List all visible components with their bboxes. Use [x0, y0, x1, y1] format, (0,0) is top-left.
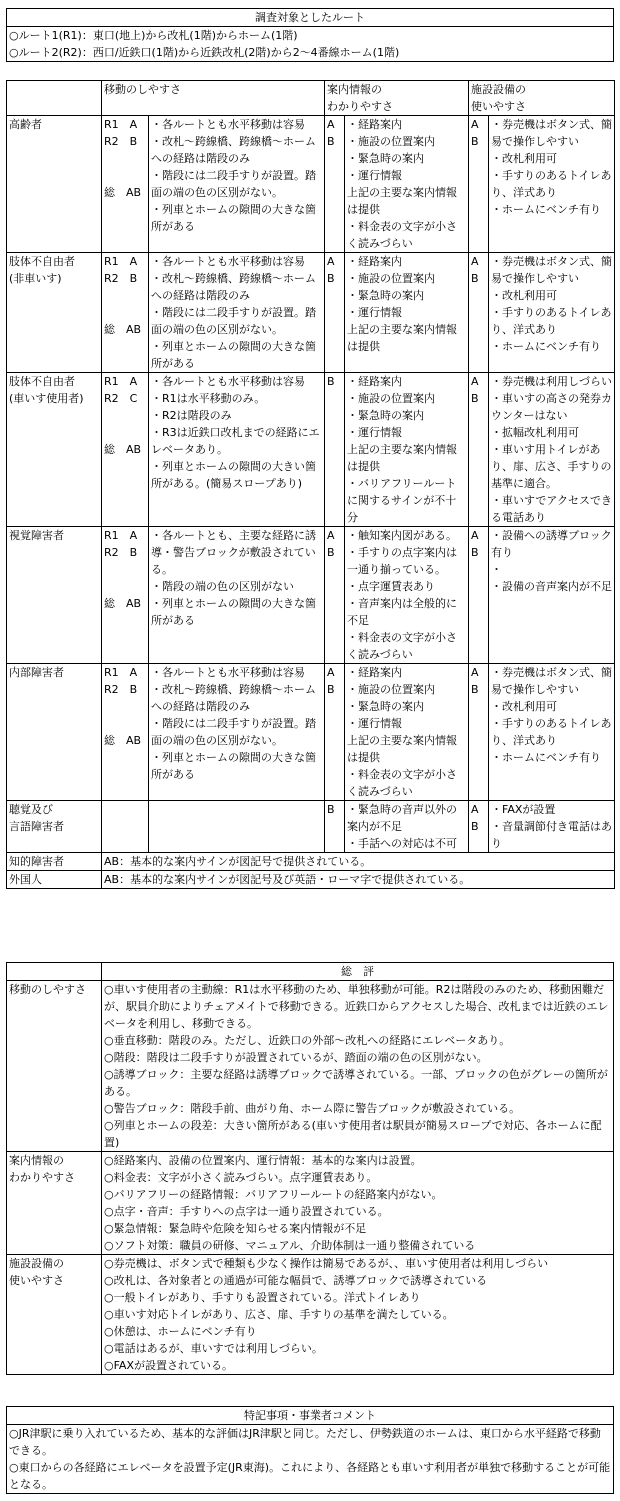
- route-item: ○ルート1(R1)：東口(地上)から改札(1階)からホーム(1階): [9, 29, 298, 42]
- evaluation-row: [7, 116, 615, 253]
- notes-title: 特記事項・事業者コメント: [7, 1407, 614, 1425]
- info-note: ・触知案内図がある。: [347, 529, 457, 542]
- mobility-notes: [149, 527, 325, 664]
- notes-table: [6, 1406, 614, 1494]
- mobility-ratings: [102, 664, 149, 801]
- summary-item: ○車いす対応トイレがあり、広さ、扉、手すりの基準を満たしている。: [104, 1308, 454, 1321]
- facility-notes: [489, 527, 615, 664]
- info-note: ・運行情報: [347, 169, 402, 182]
- mobility-rating: 総 AB: [104, 443, 142, 456]
- info-note: 上記の主要な案内情報は提供: [347, 734, 457, 764]
- mobility-rating: 総 AB: [104, 597, 142, 610]
- facility-note: ・改札利用可: [491, 700, 557, 713]
- facility-note: ・券売機はボタン式、簡易で操作しやすい: [491, 255, 612, 285]
- info-notes: [345, 801, 469, 853]
- summary-title: 総 評: [102, 963, 614, 981]
- facility-note: ・手すりのあるトイレあり、洋式あり: [491, 169, 612, 199]
- info-note: ・施設の位置案内: [347, 683, 435, 696]
- mobility-note: ・列車とホームの隙間の大きい箇所がある。(簡易スロープあり): [151, 460, 316, 490]
- facility-note: ・手すりのあるトイレあり、洋式あり: [491, 717, 612, 747]
- route-item: ○ルート2(R2)：西口/近鉄口(1階)から近鉄改札(2階)から2～4番線ホーム(1階): [9, 46, 400, 59]
- info-note: ・緊急時の案内: [347, 152, 424, 165]
- mobility-ratings: [102, 373, 149, 527]
- mobility-rating: [104, 698, 146, 715]
- mobility-rating: [104, 561, 146, 578]
- row-group-label: 内部障害者: [7, 664, 102, 801]
- facility-note: ・車いすでアクセスできる電話あり: [491, 494, 612, 524]
- mobility-note: ・R2は階段のみ: [151, 409, 232, 422]
- mobility-rating: [104, 407, 146, 424]
- mobility-note: ・各ルートとも水平移動は容易: [151, 666, 305, 679]
- mobility-rating: [104, 304, 146, 321]
- info-note: ・バリアフリールートに関するサインが不十分: [347, 477, 457, 524]
- info-note: ・経路案内: [347, 666, 402, 679]
- facility-note: ・車いすの高さの発券カウンターはない: [491, 392, 612, 422]
- facility-note: ・ホームにベンチ有り: [491, 751, 601, 764]
- info-note: ・運行情報: [347, 717, 402, 730]
- header-info: 案内情報の わかりやすさ: [325, 81, 469, 116]
- info-notes: [345, 664, 469, 801]
- mobility-rating: R2 B: [104, 272, 138, 285]
- mobility-note: ・列車とホームの隙間の大きな箇所がある: [151, 751, 316, 781]
- summary-item: ○ソフト対策：職員の研修、マニュアル、介助体制は一通り整備されている: [104, 1239, 476, 1252]
- facility-note: ・拡幅改札利用可: [491, 426, 579, 439]
- summary-item: ○階段：階段は二段手すりが設置されているが、踏面の端の色の区別がない。: [104, 1051, 488, 1064]
- info-note: 上記の主要な案内情報は提供: [347, 186, 457, 216]
- facility-rating: AB: [469, 801, 489, 853]
- summary-row: [7, 1255, 614, 1375]
- info-note: ・運行情報: [347, 306, 402, 319]
- info-note: ・音声案内は全般的に不足: [347, 597, 457, 627]
- summary-label: 施設設備の 使いやすさ: [7, 1255, 102, 1375]
- evaluation-header-row: [7, 81, 615, 116]
- mobility-rating: [104, 715, 146, 732]
- mobility-notes: [149, 664, 325, 801]
- summary-table: [6, 962, 614, 1375]
- mobility-notes: [149, 801, 325, 853]
- evaluation-table: [6, 80, 615, 889]
- info-note: ・施設の位置案内: [347, 392, 435, 405]
- evaluation-row: [7, 373, 615, 527]
- info-note: ・料金表の文字が小さく読みづらい: [347, 631, 457, 661]
- info-note: ・緊急時の案内: [347, 409, 424, 422]
- header-empty: [7, 81, 102, 116]
- summary-header-empty: [7, 963, 102, 981]
- summary-items: [102, 1255, 614, 1375]
- info-note: ・手話への対応は不可: [347, 837, 457, 850]
- mobility-rating: R2 B: [104, 135, 138, 148]
- summary-item: ○一般トイレがあり、手すりも設置されている。洋式トイレあり: [104, 1291, 421, 1304]
- mobility-rating: R1 A: [104, 255, 138, 268]
- notes-list: [7, 1425, 614, 1494]
- row-group-label: 肢体不自由者 (非車いす): [7, 253, 102, 373]
- evaluation-row: [7, 253, 615, 373]
- evaluation-row: [7, 527, 615, 664]
- summary-label: 案内情報の わかりやすさ: [7, 1152, 102, 1255]
- info-note: ・施設の位置案内: [347, 272, 435, 285]
- facility-note: ・音量調節付き電話はあり: [491, 820, 612, 850]
- info-notes: [345, 253, 469, 373]
- header-mobility: 移動のしやすさ: [102, 81, 325, 116]
- summary-item: ○FAXが設置されている。: [104, 1359, 233, 1372]
- summary-item: ○誘導ブロック：主要な経路は誘導ブロックで誘導されている。一部、ブロックの色がグレーの箇所がある。: [104, 1068, 608, 1098]
- mobility-note: ・改札～跨線橋、跨線橋～ホームへの経路は階段のみ: [151, 135, 316, 165]
- info-rating: B: [325, 373, 345, 527]
- mobility-notes: [149, 116, 325, 253]
- info-notes: [345, 527, 469, 664]
- row-group-label: 高齢者: [7, 116, 102, 253]
- mobility-ratings: [102, 253, 149, 373]
- facility-rating: AB: [469, 664, 489, 801]
- mobility-notes: [149, 373, 325, 527]
- facility-note: ・ホームにベンチ有り: [491, 203, 601, 216]
- info-note: 上記の主要な案内情報は提供: [347, 443, 457, 473]
- facility-notes: [489, 116, 615, 253]
- mobility-note: ・R1は水平移動のみ。: [151, 392, 266, 405]
- mobility-note: ・列車とホームの隙間の大きな箇所がある: [151, 203, 316, 233]
- row-group-label: 聴覚及び 言語障害者: [7, 801, 102, 853]
- mobility-note: ・列車とホームの隙間の大きな箇所がある: [151, 340, 316, 370]
- row-group-label: 外国人: [7, 871, 102, 889]
- mobility-rating: [104, 424, 146, 441]
- mobility-note: ・各ルートとも水平移動は容易: [151, 118, 305, 131]
- routes-title: 調査対象としたルート: [7, 9, 614, 27]
- mobility-ratings: [102, 801, 149, 853]
- summary-item: ○バリアフリーの経路情報：バリアフリールートの経路案内がない。: [104, 1188, 443, 1201]
- mobility-note: ・階段には二段手すりが設置。踏面の端の色の区別がない。: [151, 717, 316, 747]
- row-group-label: 知的障害者: [7, 853, 102, 871]
- header-facility: 施設設備の 使いやすさ: [469, 81, 615, 116]
- mobility-note: ・列車とホームの隙間の大きな箇所がある: [151, 597, 316, 627]
- info-rating: AB: [325, 116, 345, 253]
- mobility-note: ・R3は近鉄口改札までの経路にエレベータあり。: [151, 426, 320, 456]
- info-note: ・点字運賃表あり: [347, 580, 435, 593]
- facility-note: ・車いす用トイレがあり、扉、広さ、手すりの基準に適合。: [491, 443, 612, 490]
- summary-item: ○経路案内、設備の位置案内、運行情報：基本的な案内は設置。: [104, 1154, 422, 1167]
- evaluation-span-row: [7, 853, 615, 871]
- mobility-rating: R1 A: [104, 529, 138, 542]
- evaluation-span-row: [7, 871, 615, 889]
- facility-note: ・設備への誘導ブロック有り: [491, 529, 612, 559]
- mobility-notes: [149, 253, 325, 373]
- mobility-note: ・改札～跨線橋、跨線橋～ホームへの経路は階段のみ: [151, 272, 316, 302]
- summary-label: 移動のしやすさ: [7, 981, 102, 1152]
- mobility-note: ・階段の端の色の区別がない: [151, 580, 294, 593]
- summary-row: [7, 981, 614, 1152]
- summary-item: ○列車とホームの段差：大きい箇所がある(車いす使用者は駅員が簡易スロープで対応、各ホームに配置): [104, 1119, 602, 1149]
- info-note: ・手すりの点字案内は一通り揃っている。: [347, 546, 457, 576]
- row-span-text: AB：基本的な案内サインが図記号で提供されている。: [102, 853, 615, 871]
- facility-note: ・手すりのあるトイレあり、洋式あり: [491, 306, 612, 336]
- note-item: ○JR津駅に乗り入れているため、基本的な評価はJR津駅と同じ。ただし、伊勢鉄道のホームは、東口から水平経路で移動できる。: [9, 1427, 601, 1457]
- info-rating: AB: [325, 253, 345, 373]
- summary-item: ○点字・音声：手すりへの点字は一通り設置されている。: [104, 1205, 389, 1218]
- facility-rating: AB: [469, 253, 489, 373]
- summary-item: ○改札は、各対象者との通過が可能な幅員で、誘導ブロックで誘導されている: [104, 1274, 488, 1287]
- summary-item: ○料金表：文字が小さく読みづらい。点字運賃表あり。: [104, 1171, 378, 1184]
- row-group-label: 肢体不自由者 (車いす使用者): [7, 373, 102, 527]
- mobility-rating: [104, 578, 146, 595]
- info-notes: [345, 373, 469, 527]
- facility-note: ・FAXが設置: [491, 803, 556, 816]
- info-rating: B: [325, 801, 345, 853]
- facility-rating: AB: [469, 116, 489, 253]
- info-note: ・施設の位置案内: [347, 135, 435, 148]
- info-note: ・運行情報: [347, 426, 402, 439]
- mobility-note: ・改札～跨線橋、跨線橋～ホームへの経路は階段のみ: [151, 683, 316, 713]
- info-note: ・緊急時の音声以外の案内が不足: [347, 803, 457, 833]
- info-note: ・緊急時の案内: [347, 289, 424, 302]
- mobility-rating: 総 AB: [104, 734, 142, 747]
- summary-item: ○電話はあるが、車いすでは利用しづらい。: [104, 1342, 323, 1355]
- facility-note: ・改札利用可: [491, 289, 557, 302]
- row-span-text: AB：基本的な案内サインが図記号及び英語・ローマ字で提供されている。: [102, 871, 615, 889]
- info-note: ・緊急時の案内: [347, 700, 424, 713]
- mobility-note: ・各ルートとも水平移動は容易: [151, 375, 305, 388]
- summary-items: [102, 981, 614, 1152]
- facility-note: ・券売機はボタン式、簡易で操作しやすい: [491, 118, 612, 148]
- summary-item: ○休憩は、ホームにベンチ有り: [104, 1325, 257, 1338]
- mobility-rating: R1 A: [104, 118, 138, 131]
- summary-item: ○車いす使用者の主動線：R1は水平移動のため、単独移動が可能。R2は階段のみのため、移動困難だが、駅員介助によりチェアメイトで移動できる。近鉄口からアクセスした場合、改札までは近鉄のエレベータを利用し、移動できる。: [104, 983, 609, 1030]
- routes-list: [7, 27, 614, 62]
- mobility-note: ・階段には二段手すりが設置。踏面の端の色の区別がない。: [151, 169, 316, 199]
- facility-notes: [489, 664, 615, 801]
- mobility-rating: [104, 167, 146, 184]
- facility-note: ・: [491, 563, 502, 576]
- facility-rating: AB: [469, 373, 489, 527]
- mobility-note: ・各ルートとも水平移動は容易: [151, 255, 305, 268]
- mobility-note: ・各ルートとも、主要な経路に誘導・警告ブロックが敷設されている。: [151, 529, 316, 576]
- info-rating: AB: [325, 664, 345, 801]
- mobility-ratings: [102, 116, 149, 253]
- facility-note: ・ホームにベンチ有り: [491, 340, 601, 353]
- info-note: ・経路案内: [347, 375, 402, 388]
- summary-row: [7, 1152, 614, 1255]
- evaluation-row: [7, 664, 615, 801]
- mobility-rating: 総 AB: [104, 186, 142, 199]
- facility-notes: [489, 253, 615, 373]
- routes-table: [6, 8, 614, 62]
- mobility-rating: [104, 287, 146, 304]
- info-notes: [345, 116, 469, 253]
- mobility-rating: R2 C: [104, 392, 138, 405]
- facility-note: ・設備の音声案内が不足: [491, 580, 612, 593]
- facility-rating: AB: [469, 527, 489, 664]
- facility-note: ・券売機はボタン式、簡易で操作しやすい: [491, 666, 612, 696]
- summary-item: ○垂直移動：階段のみ。ただし、近鉄口の外部～改札への経路にエレベータあり。: [104, 1034, 511, 1047]
- summary-item: ○警告ブロック：階段手前、曲がり角、ホーム際に警告ブロックが敷設されている。: [104, 1102, 521, 1115]
- info-note: 上記の主要な案内情報は提供: [347, 323, 457, 353]
- info-note: ・経路案内: [347, 118, 402, 131]
- mobility-note: ・階段には二段手すりが設置。踏面の端の色の区別がない。: [151, 306, 316, 336]
- info-rating: AB: [325, 527, 345, 664]
- note-item: ○東口からの各経路にエレベータを設置予定(JR東海)。これにより、各経路とも車いす利用者が単独で移動することが可能となる。: [9, 1461, 611, 1491]
- mobility-rating: [104, 150, 146, 167]
- info-note: ・料金表の文字が小さく読みづらい: [347, 220, 457, 250]
- info-note: ・経路案内: [347, 255, 402, 268]
- facility-notes: [489, 373, 615, 527]
- mobility-rating: R1 A: [104, 666, 138, 679]
- mobility-rating: 総 AB: [104, 323, 142, 336]
- summary-item: ○券売機は、ボタン式で種類も少なく操作は簡易であるが、、車いす使用者は利用しづらい: [104, 1257, 549, 1270]
- summary-items: [102, 1152, 614, 1255]
- info-note: ・料金表の文字が小さく読みづらい: [347, 768, 457, 798]
- facility-note: ・改札利用可: [491, 152, 557, 165]
- facility-note: ・券売機は利用しづらい: [491, 375, 612, 388]
- evaluation-row: [7, 801, 615, 853]
- mobility-rating: R2 B: [104, 546, 138, 559]
- mobility-rating: R2 B: [104, 683, 138, 696]
- mobility-rating: R1 A: [104, 375, 138, 388]
- row-group-label: 視覚障害者: [7, 527, 102, 664]
- facility-notes: [489, 801, 615, 853]
- summary-item: ○緊急情報：緊急時や危険を知らせる案内情報が不足: [104, 1222, 367, 1235]
- mobility-ratings: [102, 527, 149, 664]
